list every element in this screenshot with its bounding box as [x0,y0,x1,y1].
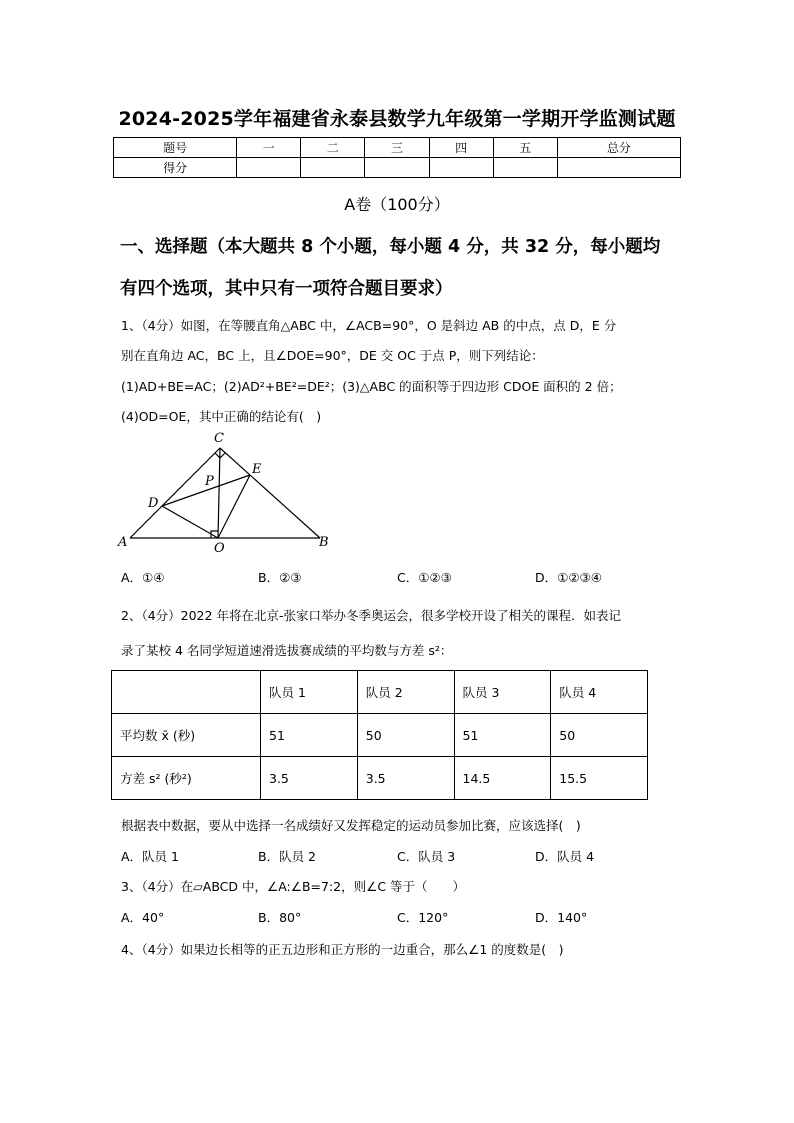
score-table [113,137,681,178]
table-header-cell: 队员 3 [454,671,551,714]
table-cell: 50 [357,714,454,757]
q2-text-line3: 根据表中数据，要从中选择一名成绩好又发挥稳定的运动员参加比赛，应该选择( ) [121,818,581,833]
q2-option-b[interactable]: B．队员 2 [258,849,317,864]
label-B: B [319,535,329,550]
segment-DO [162,506,218,538]
label-A: A [118,535,128,550]
q3-option-d[interactable]: D．140° [535,910,588,925]
table-cell: 50 [551,714,648,757]
table-header-row [112,671,648,714]
q1-geometry-figure [110,428,340,558]
table-header-cell: 队员 1 [261,671,358,714]
table-cell: 15.5 [551,757,648,800]
table-row [112,714,648,757]
section-heading-line1: 一、选择题（本大题共 8 个小题，每小题 4 分，共 32 分，每小题均 [120,237,661,257]
q1-text-line2: 别在直角边 AC，BC 上，且∠DOE=90°，DE 交 OC 于点 P，则下列结论： [121,348,544,363]
q2-option-a[interactable]: A．队员 1 [121,849,179,864]
q2-text-line2: 录了某校 4 名同学短道速滑选拔赛成绩的平均数与方差 s²： [121,643,453,658]
q1-text-line3: (1)AD+BE=AC；(2)AD²+BE²=DE²；(3)△ABC 的面积等于四边形 CDOE 面积的 2 倍； [121,379,622,394]
table-cell: 51 [261,714,358,757]
q1-option-c[interactable]: C．①②③ [397,570,452,585]
score-table-score-row [114,158,681,178]
score-header-cell: 五 [493,138,557,158]
score-header-cell: 二 [301,138,365,158]
label-O: O [214,541,225,556]
score-header-cell: 题号 [114,138,237,158]
q3-text-line1: 3、（4分）在▱ABCD 中，∠A:∠B=7:2，则∠C 等于（ ） [121,879,466,894]
q3-option-c[interactable]: C．120° [397,910,449,925]
q2-text-line1: 2、（4分）2022 年将在北京-张家口举办冬季奥运会，很多学校开设了相关的课程．如表记 [121,608,621,623]
score-input-cell[interactable] [301,158,365,178]
segment-AC [130,448,220,538]
segment-BC [220,448,320,538]
q2-data-table [111,670,648,800]
score-header-cell: 四 [429,138,493,158]
q1-option-b[interactable]: B．②③ [258,570,302,585]
q2-option-d[interactable]: D．队员 4 [535,849,595,864]
table-cell: 方差 s² (秒²) [112,757,261,800]
q1-text-line1: 1、（4分）如图，在等腰直角△ABC 中，∠ACB=90°，O 是斜边 AB 的中点，点 D，E 分 [121,318,617,333]
score-row-label: 得分 [114,158,237,178]
score-header-cell: 总分 [557,138,680,158]
label-P: P [205,474,214,489]
volume-heading: A卷（100分） [344,195,450,214]
label-E: E [252,462,262,477]
score-header-cell: 三 [365,138,429,158]
exam-title: 2024-2025学年福建省永泰县数学九年级第一学期开学监测试题 [118,108,676,130]
table-cell: 平均数 x̄ (秒) [112,714,261,757]
table-cell: 3.5 [357,757,454,800]
table-cell: 3.5 [261,757,358,800]
score-header-cell: 一 [237,138,301,158]
q1-option-d[interactable]: D．①②③④ [535,570,602,585]
q4-text-line1: 4、（4分）如果边长相等的正五边形和正方形的一边重合，那么∠1 的度数是( ) [121,942,564,957]
score-input-cell[interactable] [429,158,493,178]
label-C: C [214,431,224,446]
table-header-cell [112,671,261,714]
table-header-cell: 队员 4 [551,671,648,714]
table-cell: 51 [454,714,551,757]
segment-OC [218,448,220,538]
score-table-header-row [114,138,681,158]
q2-option-c[interactable]: C．队员 3 [397,849,456,864]
q1-option-a[interactable]: A．①④ [121,570,165,585]
q3-option-a[interactable]: A．40° [121,910,165,925]
table-cell: 14.5 [454,757,551,800]
score-input-cell[interactable] [365,158,429,178]
q3-option-b[interactable]: B．80° [258,910,302,925]
section-heading-line2: 有四个选项，其中只有一项符合题目要求） [120,279,453,299]
score-input-cell[interactable] [557,158,680,178]
score-input-cell[interactable] [237,158,301,178]
table-header-cell: 队员 2 [357,671,454,714]
score-input-cell[interactable] [493,158,557,178]
table-row [112,757,648,800]
label-D: D [148,496,159,511]
q1-text-line4: (4)OD=OE，其中正确的结论有( ) [121,409,322,424]
